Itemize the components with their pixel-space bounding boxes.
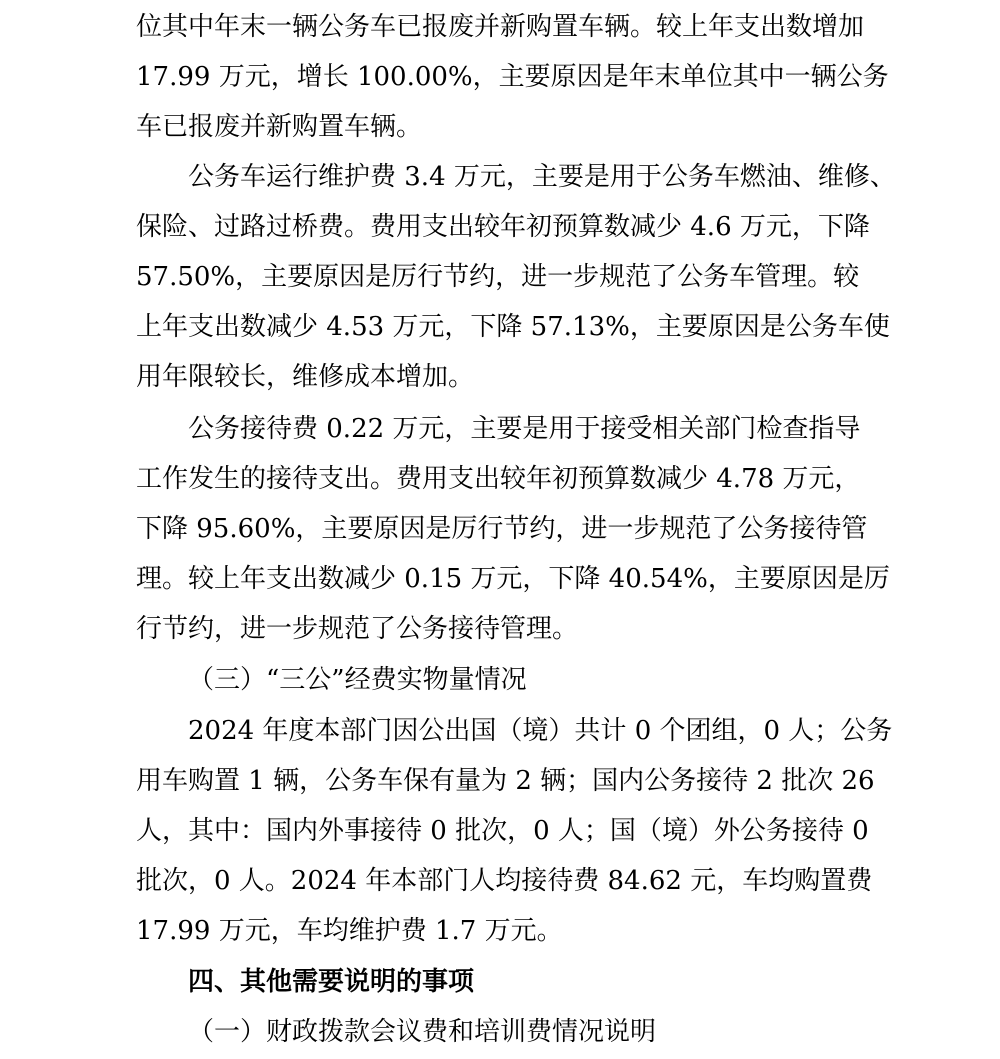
text-line: 17.99 万元，增长 100.00%，主要原因是年末单位其中一辆公务 xyxy=(136,62,889,92)
text-line: 工作发生的接待支出。费用支出较年初预算数减少 4.78 万元， xyxy=(136,464,861,494)
text-line: 保险、过路过桥费。费用支出较年初预算数减少 4.6 万元，下降 xyxy=(136,212,870,242)
section-heading-other-matters: 四、其他需要说明的事项 xyxy=(188,967,475,997)
text-line: 理。较上年支出数减少 0.15 万元，下降 40.54%，主要原因是厉 xyxy=(136,564,890,594)
section-heading-three-public: （三）“三公”经费实物量情况 xyxy=(188,665,527,695)
paragraph-vehicle-maintenance-start: 公务车运行维护费 3.4 万元，主要是用于公务车燃油、维修、 xyxy=(188,162,896,192)
paragraph-quantity-start: 2024 年度本部门因公出国（境）共计 0 个团组，0 人；公务 xyxy=(188,716,893,746)
text-line: 车已报废并新购置车辆。 xyxy=(136,112,423,142)
text-line: 用车购置 1 辆，公务车保有量为 2 辆；国内公务接待 2 批次 26 xyxy=(136,766,875,796)
text-line: 位其中年末一辆公务车已报废并新购置车辆。较上年支出数增加 xyxy=(136,12,865,42)
text-line: 行节约，进一步规范了公务接待管理。 xyxy=(136,614,579,644)
subsection-heading-meeting-training: （一）财政拨款会议费和培训费情况说明 xyxy=(188,1017,657,1047)
text-line: 下降 95.60%，主要原因是厉行节约，进一步规范了公务接待管 xyxy=(136,514,868,544)
text-line: 17.99 万元，车均维护费 1.7 万元。 xyxy=(136,916,563,946)
paragraph-reception-start: 公务接待费 0.22 万元，主要是用于接受相关部门检查指导 xyxy=(188,414,861,444)
text-line: 57.50%，主要原因是厉行节约，进一步规范了公务车管理。较 xyxy=(136,262,860,292)
text-line: 上年支出数减少 4.53 万元，下降 57.13%，主要原因是公务车使 xyxy=(136,312,890,342)
text-line: 批次，0 人。2024 年本部门人均接待费 84.62 元，车均购置费 xyxy=(136,866,873,896)
text-line: 用年限较长，维修成本增加。 xyxy=(136,362,475,392)
text-line: 人，其中：国内外事接待 0 批次，0 人；国（境）外公务接待 0 xyxy=(136,816,869,846)
